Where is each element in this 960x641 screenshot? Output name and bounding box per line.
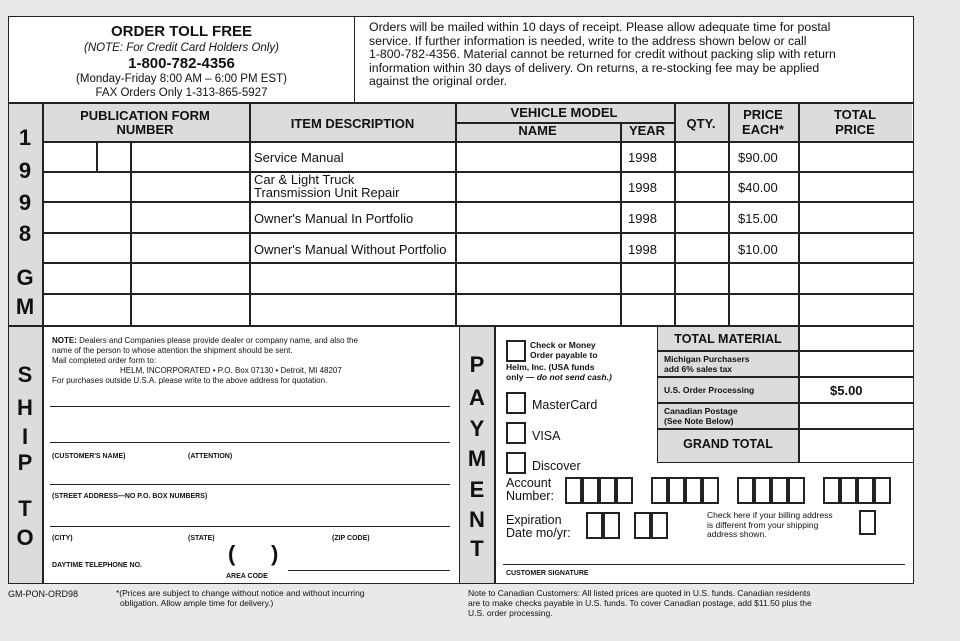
expiration-label-2: Date mo/yr:: [506, 526, 571, 540]
header-vehicle-model: VEHICLE MODEL: [510, 105, 618, 120]
account-label-2: Number:: [506, 489, 554, 503]
ship-outside-us: For purchases outside U.S.A. please write to the above address for quotation.: [52, 376, 328, 385]
michigan-line-2: add 6% sales tax: [664, 364, 733, 374]
visa-checkbox[interactable]: [506, 422, 526, 444]
customer-signature-field[interactable]: [503, 544, 905, 564]
pay-letter-e: E: [469, 477, 485, 502]
expiration-label: [506, 514, 571, 540]
ship-letter-o: O: [16, 525, 34, 550]
side-letter-1: 1: [18, 125, 32, 150]
ship-address: HELM, INCORPORATED • P.O. Box 07130 • Detroit, MI 48207: [120, 366, 342, 375]
mastercard-checkbox[interactable]: [506, 392, 526, 414]
daytime-phone-field[interactable]: [240, 548, 450, 570]
check-line-2: Order payable to: [530, 350, 598, 360]
order-toll-free-box: [8, 16, 356, 103]
row-1-desc: Service Manual: [254, 150, 344, 165]
pay-letter-a: A: [469, 385, 485, 410]
check-money-order-checkbox[interactable]: [506, 340, 526, 362]
mailing-line-2: service. If further information is needed, write to the address shown below or call: [369, 33, 807, 48]
city-state-zip-field[interactable]: [50, 502, 450, 526]
row-2-price: $40.00: [738, 180, 778, 195]
toll-free-phone: 1-800-782-4356: [128, 55, 235, 72]
header-price-2: EACH*: [742, 122, 784, 137]
attention-label: (ATTENTION): [188, 453, 233, 460]
check-money-order-label: [530, 340, 598, 360]
mailing-line-3: 1-800-782-4356. Material cannot be returned for credit without packing slip with return: [369, 47, 836, 62]
row-4-year: 1998: [628, 242, 657, 257]
grand-total-label: GRAND TOTAL: [683, 437, 773, 451]
row-2-desc-2: Transmission Unit Repair: [254, 185, 400, 200]
customer-name-label: (CUSTOMER'S NAME): [52, 453, 126, 460]
us-processing-label: U.S. Order Processing: [664, 385, 755, 395]
billing-address-checkbox[interactable]: [859, 510, 876, 535]
header-total-2: PRICE: [835, 122, 875, 137]
header-pub-form-2: NUMBER: [116, 122, 174, 137]
order-toll-free-title: ORDER TOLL FREE: [110, 23, 253, 40]
total-material-label: TOTAL MATERIAL: [674, 332, 782, 346]
area-code-close: ): [271, 541, 279, 566]
side-letter-g: G: [16, 265, 34, 290]
header-pub-form-1: PUBLICATION FORM: [80, 108, 210, 123]
header-year: YEAR: [628, 123, 666, 138]
form-code: GM-PON-ORD98: [8, 589, 79, 599]
ship-letter-p: P: [17, 450, 33, 475]
row-3-price: $15.00: [738, 211, 778, 226]
billing-address-note: [707, 511, 833, 540]
prices-note-1: *(Prices are subject to change without notice and without incurring: [116, 588, 365, 598]
side-letter-8: 8: [18, 221, 32, 246]
check-line-1: Check or Money: [530, 340, 596, 350]
pay-letter-p: P: [469, 352, 485, 377]
pay-letter-t: T: [470, 536, 484, 561]
ship-note-text-3: Mail completed order form to:: [52, 356, 157, 365]
row-1-year: 1998: [628, 150, 657, 165]
canadian-line-2: (See Note Below): [664, 416, 734, 426]
mailing-line-5: against the original order.: [369, 74, 508, 89]
row-2-desc-1: Car & Light Truck: [254, 172, 355, 187]
canada-note-3: U.S. order processing.: [468, 608, 553, 618]
prices-note-2: obligation. Allow ample time for delivery.): [120, 598, 274, 608]
pay-letter-n: N: [469, 507, 485, 532]
header-name: NAME: [518, 123, 557, 138]
account-number-label: [506, 477, 554, 503]
side-letter-9a: 9: [18, 158, 32, 183]
side-letter-m: M: [15, 294, 35, 319]
row-3-year: 1998: [628, 211, 657, 226]
canada-note-1: Note to Canadian Customers: All listed prices are quoted in U.S. funds. Canadian residents: [468, 588, 811, 598]
ship-note-text-1: Dealers and Companies please provide dealer or company name, and also the: [79, 336, 358, 345]
street-address-label: (STREET ADDRESS—NO P.O. BOX NUMBERS): [52, 493, 208, 500]
header-total-1: TOTAL: [833, 107, 877, 122]
pay-letter-y: Y: [469, 416, 485, 441]
header-item-description: ITEM DESCRIPTION: [290, 116, 415, 131]
zip-label: (ZIP CODE): [332, 535, 370, 542]
account-number-input[interactable]: [565, 477, 905, 505]
discover-checkbox[interactable]: [506, 452, 526, 474]
billing-line-3: address shown.: [707, 529, 767, 539]
discover-label: Discover: [532, 459, 581, 473]
row-4-desc: Owner's Manual Without Portfolio: [254, 242, 447, 257]
ship-letter-i: I: [21, 424, 29, 449]
city-label: (CITY): [52, 535, 73, 542]
canada-note: [468, 588, 913, 618]
billing-line-1: Check here if your billing address: [707, 510, 833, 520]
area-code-label: AREA CODE: [226, 573, 268, 580]
ship-note: [52, 336, 457, 386]
mailing-info-box: [354, 16, 914, 103]
visa-label: VISA: [532, 429, 561, 443]
check-line-4b: do not send cash.): [536, 372, 612, 382]
pay-letter-m: M: [467, 446, 487, 471]
mastercard-label: MasterCard: [532, 398, 598, 412]
daytime-phone-label: DAYTIME TELEPHONE NO.: [52, 562, 142, 569]
ship-note-text-2: name of the person to whose attention the shipment should be sent.: [52, 346, 293, 355]
ship-note-label: NOTE:: [52, 336, 77, 345]
canada-note-2: are to make checks payable in U.S. funds. To cover Canadian postage, add $11.50 plus the: [468, 598, 812, 608]
michigan-tax-label: [664, 354, 750, 374]
prices-note: [116, 588, 365, 608]
row-3-desc: Owner's Manual In Portfolio: [254, 211, 414, 226]
account-label-1: Account: [506, 476, 552, 490]
customer-name-field[interactable]: [50, 410, 450, 442]
check-line-4a: only —: [506, 372, 537, 382]
expiration-date-input[interactable]: [586, 512, 686, 540]
customer-signature-label: CUSTOMER SIGNATURE: [506, 570, 589, 577]
expiration-label-1: Expiration: [506, 513, 562, 527]
canadian-postage-label: [664, 406, 738, 426]
area-code-open: (: [228, 541, 236, 566]
header-price-1: PRICE: [743, 107, 783, 122]
row-4-price: $10.00: [738, 242, 778, 257]
check-line-3: Helm, Inc. (USA funds: [506, 362, 595, 372]
street-address-field[interactable]: [50, 460, 450, 484]
header-qty: QTY.: [686, 116, 716, 131]
ship-letter-t: T: [18, 496, 32, 521]
row-1-price: $90.00: [738, 150, 778, 165]
billing-line-2: is different from your shipping: [707, 519, 819, 530]
mailing-line-1: Orders will be mailed within 10 days of receipt. Please allow adequate time for postal: [369, 20, 831, 34]
ship-letter-h: H: [17, 395, 33, 420]
fax-number: FAX Orders Only 1-313-865-5927: [95, 87, 268, 99]
state-label: (STATE): [188, 535, 215, 542]
row-2-year: 1998: [628, 180, 657, 195]
check-money-order-label-2: [506, 362, 612, 382]
ship-letter-s: S: [17, 362, 33, 387]
michigan-line-1: Michigan Purchasers: [664, 354, 750, 364]
order-hours: (Monday-Friday 8:00 AM – 6:00 PM EST): [76, 73, 287, 85]
credit-card-note: (NOTE: For Credit Card Holders Only): [84, 42, 279, 54]
canadian-line-1: Canadian Postage: [664, 406, 738, 416]
side-letter-9b: 9: [18, 190, 32, 215]
mailing-line-4: information within 30 days of delivery. On returns, a re-stocking fee may be applied: [369, 60, 820, 75]
us-processing-value: $5.00: [830, 383, 863, 398]
